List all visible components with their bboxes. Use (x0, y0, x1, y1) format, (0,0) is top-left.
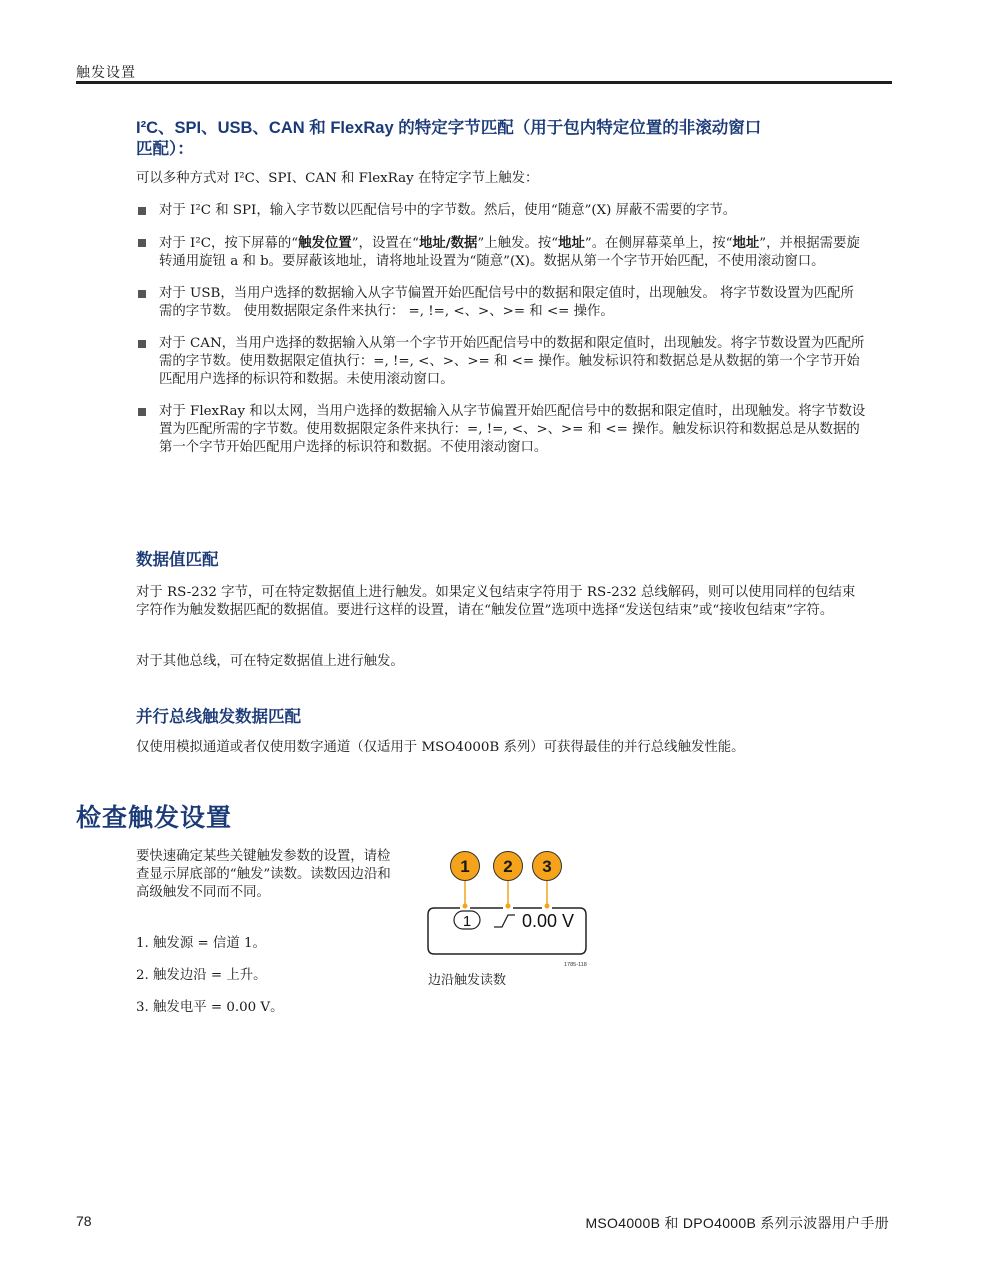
check-trigger-intro: 要快速确定某些关键触发参数的设置，请检查显示屏底部的“触发”读数。读数因边沿和高级触发不同而不同。 (136, 849, 391, 900)
bold-term: 地址/数据 (418, 235, 478, 251)
section-heading-byte-match-line1: I²C、SPI、USB、CAN 和 FlexRay 的特定字节匹配（用于包内特定位置的非滚动窗口 (136, 119, 762, 137)
bullet-square-icon (138, 408, 146, 416)
trigger-readout-list (136, 935, 283, 1031)
bullet-square-icon (138, 340, 146, 348)
list-item: 对于 CAN，当用户选择的数据输入从第一个字节开始匹配信号中的数据和限定值时，出现触发。将字节数设置为匹配所需的字节数。使用数据限定值执行：=, !=, <、>、>= 和 <= 操作。触发标识符和数据总是从数据的第一个字节开始匹配用户选择的标识符和数据。未使用滚动窗口。 (136, 335, 866, 389)
header-rule (76, 81, 892, 84)
figure-caption: 边沿触发读数 (428, 973, 507, 988)
list-item: 对于 I²C 和 SPI，输入字节数以匹配信号中的字节数。然后，使用“随意”(X) 屏蔽不需要的字节。 (136, 202, 866, 220)
callout-dot-3 (545, 904, 550, 909)
channel-number: 1 (462, 913, 472, 930)
chapter-heading-check-trigger: 检查触发设置 (76, 804, 233, 832)
bullet-square-icon (138, 239, 146, 247)
running-header: 触发设置 (76, 64, 136, 80)
data-value-match-para-2: 对于其他总线，可在特定数据值上进行触发。 (136, 654, 404, 669)
section-heading-byte-match-line2: 匹配）： (136, 140, 194, 158)
callout-3-label: 3 (542, 857, 552, 876)
list-item: 对于 FlexRay 和以太网，当用户选择的数据输入从字节偏置开始匹配信号中的数据和限定值时，出现触发。将字节数设置为匹配所需的字节数。使用数据限定条件来执行：=, !=, <、>、>= 和 <= 操作。触发标识符和数据总是从数据的第一个字节开始匹配用户选择的标识符和数据。不使用滚动窗口。 (136, 403, 866, 457)
page-number: 78 (76, 1213, 92, 1229)
list-item: 1. 触发源 = 信道 1。 (136, 936, 266, 951)
callout-1-label: 1 (460, 857, 470, 876)
trigger-level: 0.00 V (522, 911, 575, 931)
bold-term: 地址 (558, 235, 585, 251)
bold-term: 触发位置 (298, 235, 352, 251)
rising-edge-icon (494, 915, 515, 927)
callout-dot-1 (463, 904, 468, 909)
bullet-square-icon (138, 207, 146, 215)
list-item: 对于 I²C，按下屏幕的“触发位置”，设置在“地址/数据”上触发。按“地址”。在侧屏幕菜单上，按“地址”，并根据需要旋转通用旋钮 a 和 b。要屏蔽该地址，请将地址设置为“随意”(X)。数据从第一个字节开始匹配，不使用滚动窗口。 (136, 234, 866, 271)
section-heading-data-value-match: 数据值匹配 (136, 551, 219, 569)
list-item: 3. 触发电平 = 0.00 V。 (136, 1000, 284, 1015)
manual-title: MSO4000B 和 DPO4000B 系列示波器用户手册 (585, 1215, 889, 1231)
byte-match-bullet-list (136, 202, 866, 471)
data-value-match-para: 对于 RS-232 字节，可在特定数据值上进行触发。如果定义包结束字符用于 RS-232 总线解码，则可以使用同样的包结束字符作为触发数据匹配的数据值。要进行这样的设置，请在“触发位置”选项中选择“发送包结束”或“接收包结束”字符。 (136, 585, 856, 618)
edge-trigger-readout-figure (420, 845, 600, 970)
bold-term: 地址 (732, 235, 760, 251)
figure-code: 1785-118 (564, 962, 587, 968)
section-heading-parallel-bus: 并行总线触发数据匹配 (136, 708, 301, 726)
byte-match-intro: 可以多种方式对 I²C、SPI、CAN 和 FlexRay 在特定字节上触发： (136, 171, 539, 186)
callout-2-label: 2 (503, 857, 513, 876)
list-item: 2. 触发边沿 = 上升。 (136, 968, 267, 983)
callout-dot-2 (506, 904, 511, 909)
bullet-square-icon (138, 290, 146, 298)
parallel-bus-para: 仅使用模拟通道或者仅使用数字通道（仅适用于 MSO4000B 系列）可获得最佳的并行总线触发性能。 (136, 740, 745, 755)
list-item: 对于 USB，当用户选择的数据输入从字节偏置开始匹配信号中的数据和限定值时，出现触发。 将字节数设置为匹配所需的字节数。 使用数据限定条件来执行： =, !=, <、>、>= 和 <= 操作。 (136, 285, 866, 321)
